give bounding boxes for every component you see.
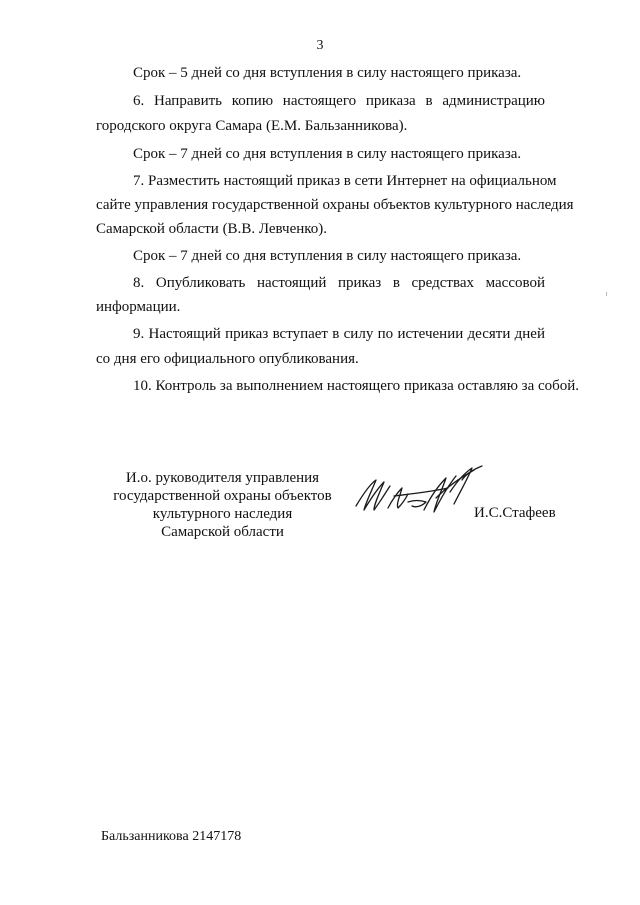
position-line-1: И.о. руководителя управления xyxy=(125,470,320,486)
handwritten-signature xyxy=(350,458,490,528)
signatory-position xyxy=(100,469,345,541)
item-7-line-2: сайте управления государственной охраны объектов культурного наследия xyxy=(96,197,574,213)
item-7-line-3: Самарской области (В.В. Левченко). xyxy=(96,221,328,237)
signer-name: И.С.Стафеев xyxy=(474,505,556,521)
scan-speck xyxy=(606,292,607,296)
executor-footer: Бальзанникова 2147178 xyxy=(101,829,242,844)
deadline-5-days: Срок – 5 дней со дня вступления в силу настоящего приказа. xyxy=(133,65,522,81)
position-line-4: Самарской области xyxy=(161,524,284,540)
item-6-line-2: городского округа Самара (Е.М. Бальзанникова). xyxy=(96,118,408,134)
item-7-line-1: 7. Разместить настоящий приказ в сети Интернет на официальном xyxy=(133,173,557,189)
item-6-line-1: 6. Направить копию настоящего приказа в администрацию xyxy=(133,93,545,109)
item-8-line-1: 8. Опубликовать настоящий приказ в средствах массовой xyxy=(133,275,545,291)
deadline-7-days-a: Срок – 7 дней со дня вступления в силу настоящего приказа. xyxy=(133,146,522,162)
item-9-line-2: со дня его официального опубликования. xyxy=(96,351,359,367)
position-line-2: государственной охраны объектов xyxy=(113,488,332,504)
position-line-3: культурного наследия xyxy=(152,506,293,522)
item-9-line-1: 9. Настоящий приказ вступает в силу по истечении десяти дней xyxy=(133,326,545,342)
page-number: 3 xyxy=(316,38,324,53)
deadline-7-days-b: Срок – 7 дней со дня вступления в силу настоящего приказа. xyxy=(133,248,522,264)
item-10: 10. Контроль за выполнением настоящего приказа оставляю за собой. xyxy=(133,378,580,394)
item-8-line-2: информации. xyxy=(96,299,181,315)
